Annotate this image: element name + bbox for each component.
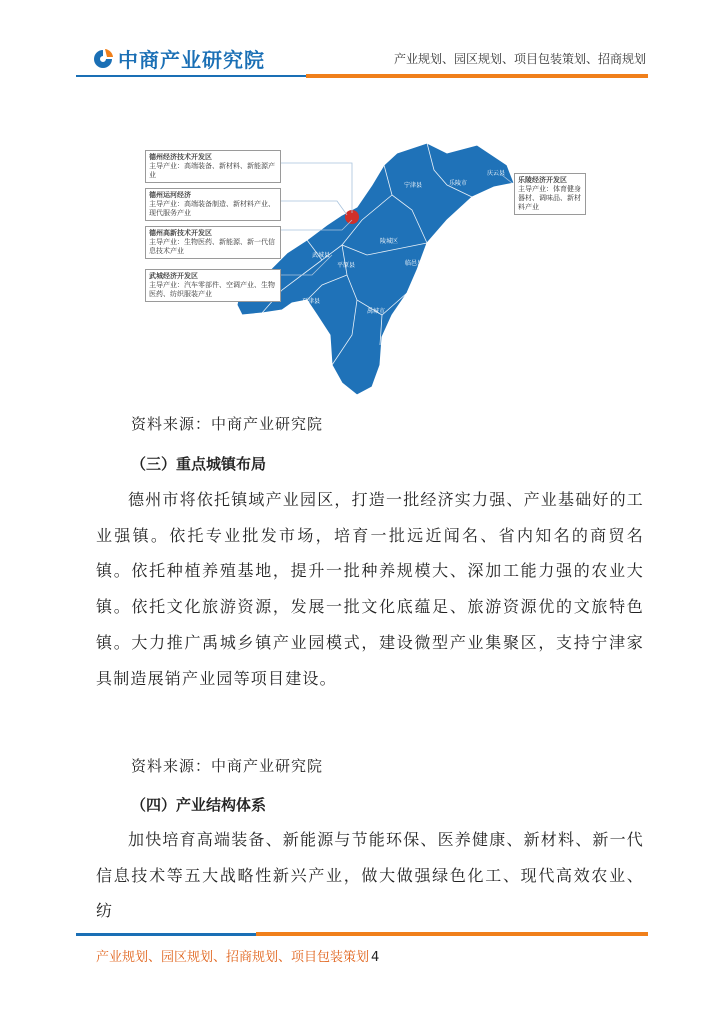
source-note: 资料来源：中商产业研究院 [131,757,324,775]
page-number: 4 [371,950,380,965]
park-distribution-map [142,125,582,400]
footer-divider-blue [76,933,256,936]
callout-body: 主导产业：高端装备制造、新材料产业、现代服务产业 [149,200,275,217]
callout-canal-economic-zone [145,188,281,221]
footer-text: 产业规划、园区规划、招商规划、项目包装策划 [96,950,370,965]
svg-text:乐陵市: 乐陵市 [449,180,468,187]
svg-text:临邑县: 临邑县 [405,260,424,267]
callout-laoling-dev-zone [514,173,586,215]
callout-title: 武城经济开发区 [149,272,198,280]
svg-text:夏津县: 夏津县 [302,298,321,305]
callout-title: 乐陵经济开发区 [518,176,567,184]
svg-text:德城区: 德城区 [322,204,341,211]
section-heading: （三）重点城镇布局 [131,455,267,473]
body-paragraph: 德州市将依托镇域产业园区，打造一批经济实力强、产业基础好的工业强镇。依托专业批发市场，培育一批远近闻名、省内知名的商贸名镇。依托种植养殖基地，提升一批种养规模大、深加工能力强的农业大镇。依托文化旅游资源，发展一批文化底蕴足、旅游资源优的文旅特色镇。大力推广禹城乡镇产业园模式，建设微型产业集聚区，支持宁津家具制造展销产业园等项目建设。 [96,490,645,688]
callout-body: 主导产业：汽车零部件、空调产业、生物医药、纺织服装产业 [149,281,275,298]
callout-body: 主导产业：高端装备、新材料、新能源产业 [149,162,275,179]
callout-body: 主导产业：体育健身器材、调味品、新材料产业 [518,185,581,211]
header-tagline: 产业规划、园区规划、项目包装策划、招商规划 [393,52,646,66]
header-divider-blue [76,75,306,77]
logo [92,44,265,73]
svg-text:禹城市: 禹城市 [367,308,386,315]
logo-icon [92,48,114,70]
svg-text:庆云县: 庆云县 [487,170,506,177]
svg-text:陵城区: 陵城区 [380,238,399,245]
page-footer [96,946,379,965]
callout-wucheng-dev-zone [145,269,281,302]
svg-text:武城县: 武城县 [312,252,331,259]
callout-title: 德州经济技术开发区 [149,153,212,161]
logo-text: 中商产业研究院 [118,48,265,72]
callout-deshou-econ-dev-zone [145,150,281,183]
source-note: 资料来源：中商产业研究院 [131,415,324,433]
callout-title: 德州运河经济 [149,191,191,199]
svg-text:宁津县: 宁津县 [404,182,423,189]
svg-text:平原县: 平原县 [337,262,356,269]
body-paragraph: 加快培育高端装备、新能源与节能环保、医养健康、新材料、新一代信息技术等五大战略性新兴产业，做大做强绿色化工、现代高效农业、纺 [96,830,645,921]
section-heading: （四）产业结构体系 [131,796,267,814]
callout-high-tech-zone [145,226,281,259]
footer-divider-orange [256,932,648,936]
header-divider-orange [306,74,648,78]
callout-body: 主导产业：生物医药、新能源、新一代信息技术产业 [149,238,275,255]
svg-text:齐河县: 齐河县 [397,332,416,339]
callout-title: 德州高新技术开发区 [149,229,212,237]
page-header [0,0,724,90]
